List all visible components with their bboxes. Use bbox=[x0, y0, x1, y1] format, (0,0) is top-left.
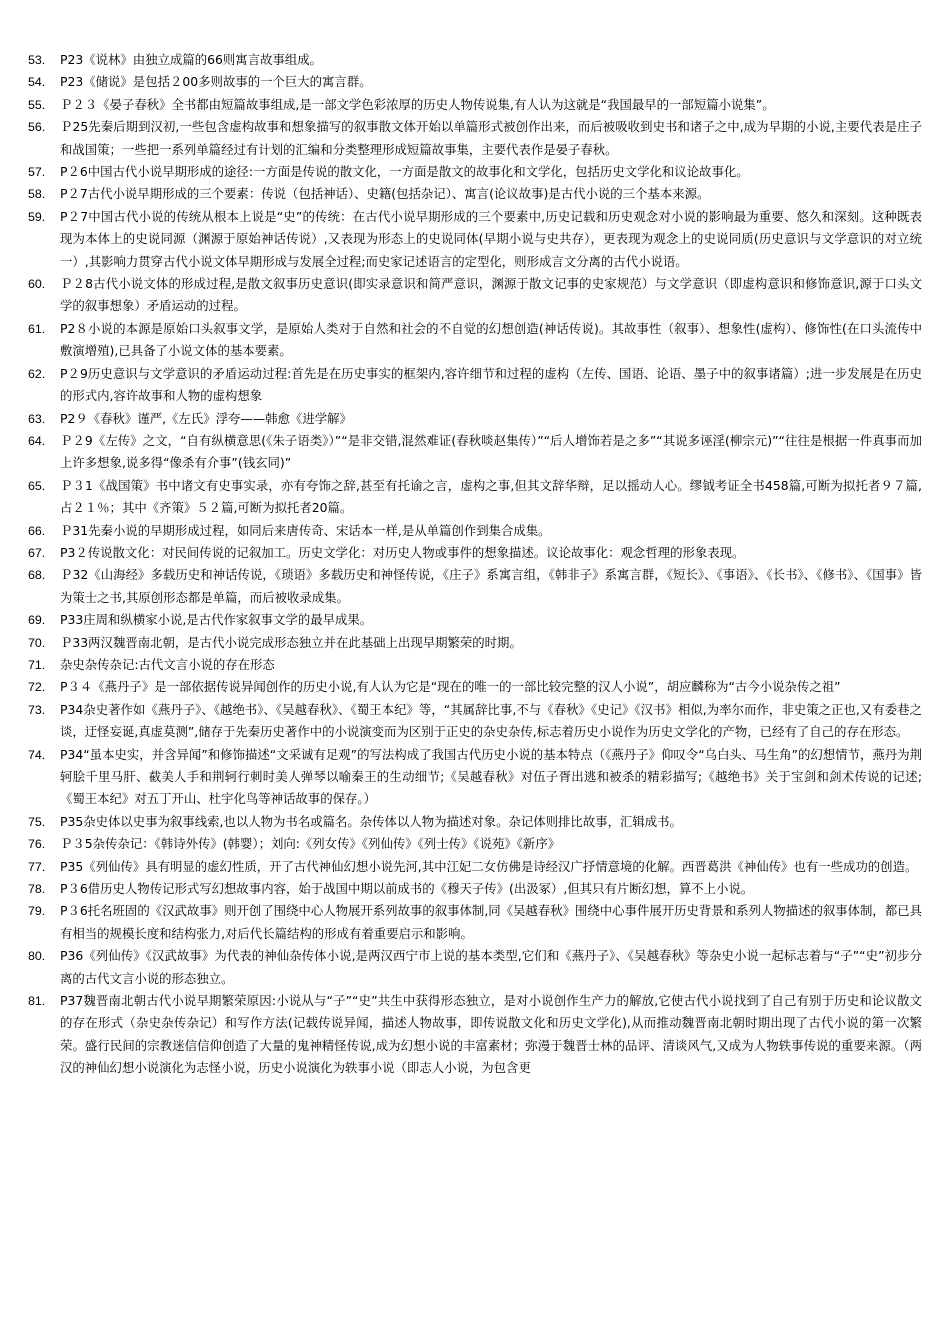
note-74 bbox=[28, 744, 922, 811]
note-text: P36《列仙传》《汉武故事》为代表的神仙杂传体小说,是两汉西宁市上说的基本类型,它们和《燕丹子》、《吴越春秋》等杂史小说一起标志着与“子”“史”初步分离的古代文言小说的形态独立。 bbox=[60, 948, 922, 986]
note-text: P35《列仙传》具有明显的虚幻性质，开了古代神仙幻想小说先河,其中江妃二女仿佛是诗经汉广抒情意境的化解。西晋葛洪《神仙传》也有一些成功的创造。 bbox=[60, 858, 918, 874]
note-69 bbox=[28, 609, 922, 631]
note-text: Ｐ２8古代小说文体的形成过程,是散文叙事历史意识(即实录意识和简严意识，渊源于散文记事的史家规范）与文学意识（即虚构意识和修饰意识,源于口头文学的叙事想象）矛盾运动的过程。 bbox=[60, 276, 922, 314]
note-text: P34杂史著作如《燕丹子》、《越绝书》、《吴越春秋》、《蜀王本纪》等，“其属辞比事,不与《春秋》《史记》《汉书》相似,为率尔而作，非史策之正也,又有委巷之谈，迂怪妄诞,真虚莫测”,储存于先秦历史著作中的小说演变而为区别于正史的杂史杂传,标志着历史小说作为历史文学化的产物，已经有了自己的存在形态。 bbox=[60, 701, 922, 740]
study-notes-list bbox=[28, 49, 922, 1080]
note-text: P2９《春秋》谨严,《左氏》浮夸——韩愈《进学解》 bbox=[60, 410, 352, 426]
note-number: 74. bbox=[28, 747, 46, 762]
note-58 bbox=[28, 183, 922, 205]
note-text: P２7古代小说早期形成的三个要素：传说（包括神话）、史籍(包括杂记）、寓言(论议故事)是古代小说的三个基本来源。 bbox=[60, 186, 710, 202]
note-text: P35杂史体以史事为叙事线索,也以人物为书名或篇名。杂传体以人物为描述对象。杂记体则排比故事，汇辑成书。 bbox=[60, 813, 682, 829]
note-text: P２6中国古代小说早期形成的途径:一方面是传说的散文化，一方面是散文的故事化和文学化，包括历史文学化和议论故事化。 bbox=[60, 164, 749, 180]
note-number: 71. bbox=[28, 657, 46, 672]
note-71 bbox=[28, 654, 922, 676]
note-63 bbox=[28, 408, 922, 430]
note-text: P23《储说》是包括２00多则故事的一个巨大的寓言群。 bbox=[60, 74, 372, 90]
note-text: Ｐ25先秦后期到汉初,一些包含虚构故事和想象描写的叙事散文体开始以单篇形式被创作出来，而后被吸收到史书和诸子之中,成为早期的小说,主要代表是庄子和战国策；一些把一系列单篇经过有计划的汇编和分类整理形成短篇故事集，主要代表作是晏子春秋。 bbox=[60, 119, 922, 157]
note-number: 67. bbox=[28, 545, 46, 560]
note-67 bbox=[28, 542, 922, 564]
note-text: 杂史杂传杂记:古代文言小说的存在形态 bbox=[60, 656, 275, 672]
note-75 bbox=[28, 811, 922, 833]
note-77 bbox=[28, 856, 922, 878]
note-text: Ｐ３1《战国策》书中诸文有史事实录，亦有夸饰之辞,甚至有托谕之言，虚构之事,但其文辞华辩，足以摇动人心。缪钺考证全书458篇,可断为拟托者９７篇,占２１％；其中《齐策》５２篇,可断为拟托者20篇。 bbox=[60, 477, 922, 516]
note-number: 75. bbox=[28, 814, 46, 829]
note-79 bbox=[28, 900, 922, 945]
note-72 bbox=[28, 676, 922, 698]
note-number: 78. bbox=[28, 882, 46, 897]
note-number: 53. bbox=[28, 53, 46, 67]
note-55 bbox=[28, 94, 922, 116]
note-66 bbox=[28, 520, 922, 542]
note-76 bbox=[28, 833, 922, 855]
note-text: Ｐ２３《晏子春秋》全书都由短篇故事组成,是一部文学色彩浓厚的历史人物传说集,有人认为这就是“我国最早的一部短篇小说集”。 bbox=[60, 96, 775, 112]
note-number: 59. bbox=[28, 209, 46, 224]
note-text: P2８小说的本源是原始口头叙事文学，是原始人类对于自然和社会的不自觉的幻想创造(神话传说)。其故事性（叙事）、想象性(虚构）、修饰性(在口头流传中敷演增殖),已具备了小说文体的基本要素。 bbox=[60, 320, 922, 359]
note-number: 65. bbox=[28, 478, 46, 493]
note-text: P３6托名班固的《汉武故事》则开创了围绕中心人物展开系列故事的叙事体制,同《吴越春秋》围绕中心事件展开历史背景和系列人物描述的叙事体制，都已具有相当的规模长度和结构张力,对后代长篇结构的形成有着重要启示和影响。 bbox=[60, 903, 922, 941]
note-number: 56. bbox=[28, 120, 46, 135]
note-number: 62. bbox=[28, 366, 46, 381]
note-number: 73. bbox=[28, 702, 46, 717]
note-number: 66. bbox=[28, 523, 46, 538]
note-64 bbox=[28, 430, 922, 475]
note-73 bbox=[28, 699, 922, 744]
note-81 bbox=[28, 990, 922, 1080]
note-text: P37魏晋南北朝古代小说早期繁荣原因:小说从与“子”“史”共生中获得形态独立，是对小说创作生产力的解放,它使古代小说找到了自己有别于历史和论议散文的存在形式（杂史杂传杂记）和写作方法(记载传说异闻，描述人物故事，即传说散文化和历史文学化),从而推动魏晋南北朝时期出现了古代小说的第一次繁荣。盛行民间的宗教迷信信仰创造了大量的鬼神精怪传说,成为幻想小说的丰富素材；弥漫于魏晋士林的品评、清谈风气,又成为人物轶事传说的重要来源。（两汉的神仙幻想小说演化为志怪小说，历史小说演化为轶事小说（即志人小说，为包含更 bbox=[60, 993, 922, 1076]
note-number: 61. bbox=[28, 321, 46, 336]
note-text: P3２传说散文化：对民间传说的记叙加工。历史文学化：对历史人物或事件的想象描述。议论故事化：观念哲理的形象表现。 bbox=[60, 544, 745, 560]
note-60 bbox=[28, 273, 922, 318]
note-text: Ｐ２9《左传》之文，“自有纵横意思(《朱子语类》）”“是非交错,混然难证(春秋啖赵集传）”“后人增饰若是之多”“其说多诬淫(柳宗元)”“往往是根据一件真事而加上许多想象,说多得“像杀有介事”(钱玄同)” bbox=[60, 432, 922, 471]
note-number: 57. bbox=[28, 165, 46, 180]
note-number: 54. bbox=[28, 75, 46, 90]
note-number: 68. bbox=[28, 568, 46, 583]
note-number: 76. bbox=[28, 837, 46, 852]
note-56 bbox=[28, 116, 922, 161]
note-text: P３４《燕丹子》是一部依据传说异闻创作的历史小说,有人认为它是“现在的唯一的一部比较完整的汉人小说”，胡应麟称为“古今小说杂传之祖” bbox=[60, 679, 841, 695]
note-number: 69. bbox=[28, 613, 46, 628]
note-number: 60. bbox=[28, 277, 46, 292]
note-number: 64. bbox=[28, 433, 46, 448]
note-62 bbox=[28, 363, 922, 408]
note-text: P３6借历史人物传记形式写幻想故事内容，始于战国中期以前成书的《穆天子传》(出汲冢）,但其只有片断幻想，算不上小说。 bbox=[60, 881, 754, 897]
note-78 bbox=[28, 878, 922, 900]
note-number: 77. bbox=[28, 859, 46, 874]
note-59 bbox=[28, 206, 922, 273]
note-text: Ｐ３5杂传杂记：《韩诗外传》(韩婴）；刘向:《列女传》《列仙传》《列士传》《说苑》《新序》 bbox=[60, 836, 561, 852]
note-54 bbox=[28, 71, 922, 93]
note-number: 80. bbox=[28, 949, 46, 964]
note-number: 55. bbox=[28, 97, 46, 112]
note-text: P２7中国古代小说的传统从根本上说是“史”的传统：在古代小说早期形成的三个要素中,历史记载和历史观念对小说的影响最为重要、悠久和深刻。这种既表现为本体上的史说同源（渊源于原始神话传说）,又表现为形态上的史说同体(早期小说与史共存），更表现为观念上的史说同质(历史意识与文学意识的对立统一）,其影响力贯穿古代小说文体早期形成与发展全过程;而史家记述语言的定型化，则形成言文分离的古代小说语。 bbox=[60, 208, 922, 269]
note-text: P34“虽本史实，并含异闻”和修饰描述“文采诚有足观”的写法构成了我国古代历史小说的基本特点（《燕丹子》仰叹令“乌白头、马生角”的幻想情节，燕丹为荆轲脍千里马肝、截美人手和荆轲行刺时美人弹琴以喻秦王的生动细节;《吴越春秋》对伍子胥出逃和被杀的精彩描写;《越绝书》关于宝剑和剑术传说的记述;《蜀王本纪》对五丁开山、杜宇化鸟等神话故事的保存。） bbox=[60, 746, 922, 807]
note-number: 81. bbox=[28, 994, 46, 1009]
note-53 bbox=[28, 49, 922, 71]
note-text: Ｐ33两汉魏晋南北朝，是古代小说完成形态独立并在此基础上出现早期繁荣的时期。 bbox=[60, 634, 522, 650]
note-70 bbox=[28, 632, 922, 654]
note-80 bbox=[28, 945, 922, 990]
note-text: P23《说林》由独立成篇的66则寓言故事组成。 bbox=[60, 52, 323, 67]
note-number: 58. bbox=[28, 187, 46, 202]
note-number: 70. bbox=[28, 635, 46, 650]
note-text: Ｐ31先秦小说的早期形成过程，如同后来唐传奇、宋话本一样,是从单篇创作到集合成集。 bbox=[60, 522, 551, 538]
note-number: 79. bbox=[28, 904, 46, 919]
note-number: 72. bbox=[28, 680, 46, 695]
note-57 bbox=[28, 161, 922, 183]
note-65 bbox=[28, 475, 922, 520]
note-text: P２9历史意识与文学意识的矛盾运动过程:首先是在历史事实的框架内,容许细节和过程的虚构（左传、国语、论语、墨子中的叙事诸篇）;进一步发展是在历史的形式内,容许故事和人物的虚构想象 bbox=[60, 365, 922, 404]
note-61 bbox=[28, 318, 922, 363]
note-68 bbox=[28, 564, 922, 609]
note-number: 63. bbox=[28, 411, 46, 426]
note-text: Ｐ32《山海经》多载历史和神话传说，《琐语》多载历史和神怪传说，《庄子》系寓言组，《韩非子》系寓言群，《短长》、《事语》、《长书》、《修书》、《国事》皆为策士之书,其原创形态都是单篇，而后被收录成集。 bbox=[60, 567, 922, 605]
note-text: P33庄周和纵横家小说,是古代作家叙事文学的最早成果。 bbox=[60, 612, 373, 628]
